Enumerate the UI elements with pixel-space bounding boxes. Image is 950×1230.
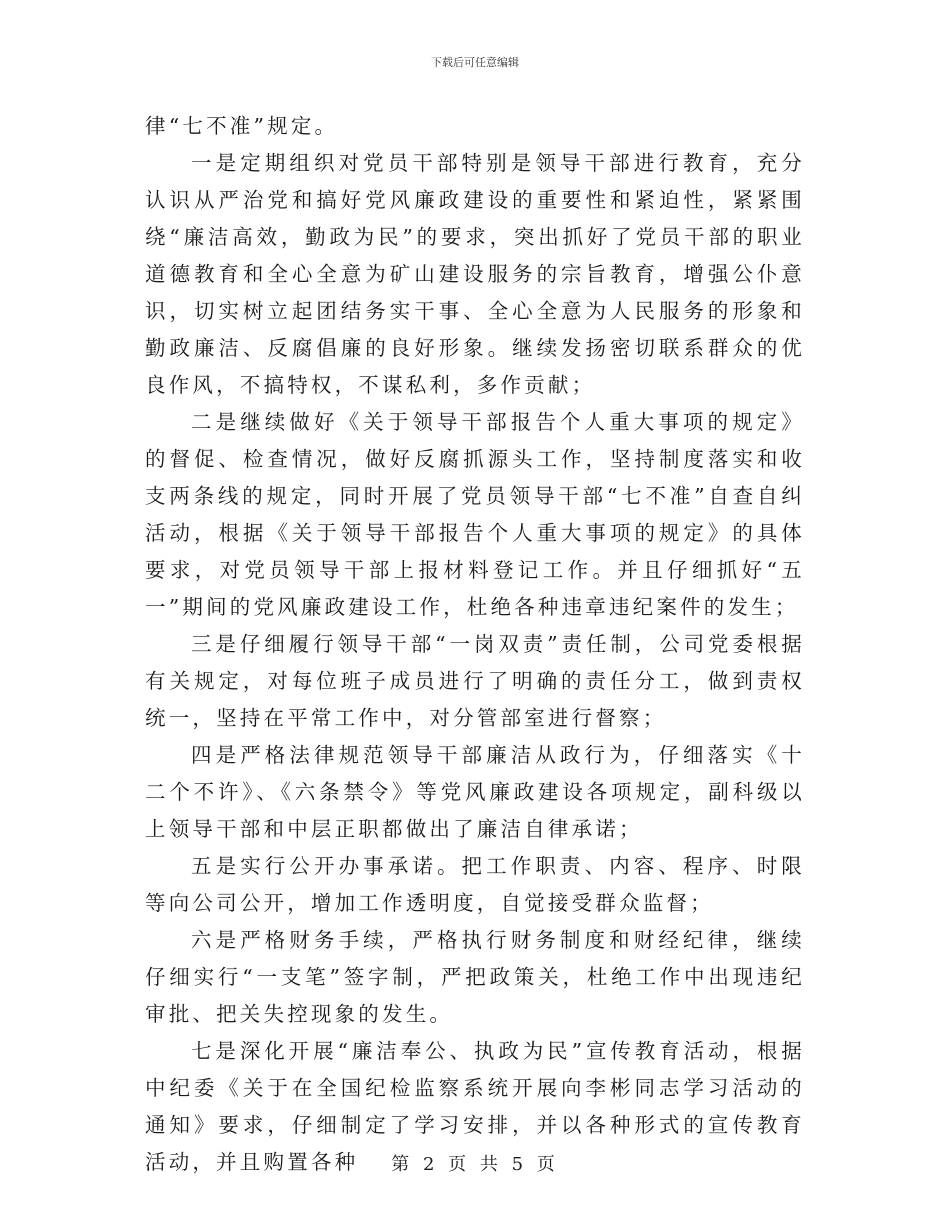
paragraph: 七是深化开展“廉洁奉公、执政为民”宣传教育活动，根据中纪委《关于在全国纪检监察系统开展向李彬同志学习活动的通知》要求，仔细制定了学习安排，并以各种形式的宣传教育活动，并且购置各种 — [145, 1039, 805, 1174]
paragraph: 二是继续做好《关于领导干部报告个人重大事项的规定》的督促、检查情况，做好反腐抓源头工作，坚持制度落实和收支两条线的规定，同时开展了党员领导干部“七不准”自查自纠活动，根据《关于领导干部报告个人重大事项的规定》的具体要求，对党员领导干部上报材料登记工作。并且仔细抓好“五一”期间的党风廉政建设工作，杜绝各种违章违纪案件的发生； — [145, 410, 805, 619]
paragraph: 一是定期组织对党员干部特别是领导干部进行教育，充分认识从严治党和搞好党风廉政建设的重要性和紧迫性，紧紧围绕“廉洁高效，勤政为民”的要求，突出抓好了党员干部的职业道德教育和全心全意为矿山建设服务的宗旨教育，增强公仆意识，切实树立起团结务实干事、全心全意为人民服务的形象和勤政廉洁、反腐倡廉的良好形象。继续发扬密切联系群众的优良作风，不搞特权，不谋私利，多作贡献； — [145, 151, 805, 397]
paragraph: 律“七不准”规定。 — [145, 114, 339, 138]
page-number: 第 2 页 共 5 页 — [391, 1154, 559, 1175]
paragraph: 六是严格财务手续，严格执行财务制度和财经纪律，继续仔细实行“一支笔”签字制，严把政策关，杜绝工作中出现违纪审批、把关失控现象的发生。 — [145, 928, 805, 1026]
paragraph: 三是仔细履行领导干部“一岗双责”责任制，公司党委根据有关规定，对每位班子成员进行了明确的责任分工，做到责权统一，坚持在平常工作中，对分管部室进行督察； — [145, 632, 805, 730]
document-body — [145, 108, 805, 1181]
page-header: 下载后可任意编辑 — [431, 56, 519, 69]
paragraph: 四是严格法律规范领导干部廉洁从政行为，仔细落实《十二个不许》、《六条禁令》等党风廉政建设各项规定，副科级以上领导干部和中层正职都做出了廉洁自律承诺； — [145, 743, 805, 841]
paragraph: 五是实行公开办事承诺。把工作职责、内容、程序、时限等向公司公开，增加工作透明度，自觉接受群众监督； — [145, 854, 805, 915]
